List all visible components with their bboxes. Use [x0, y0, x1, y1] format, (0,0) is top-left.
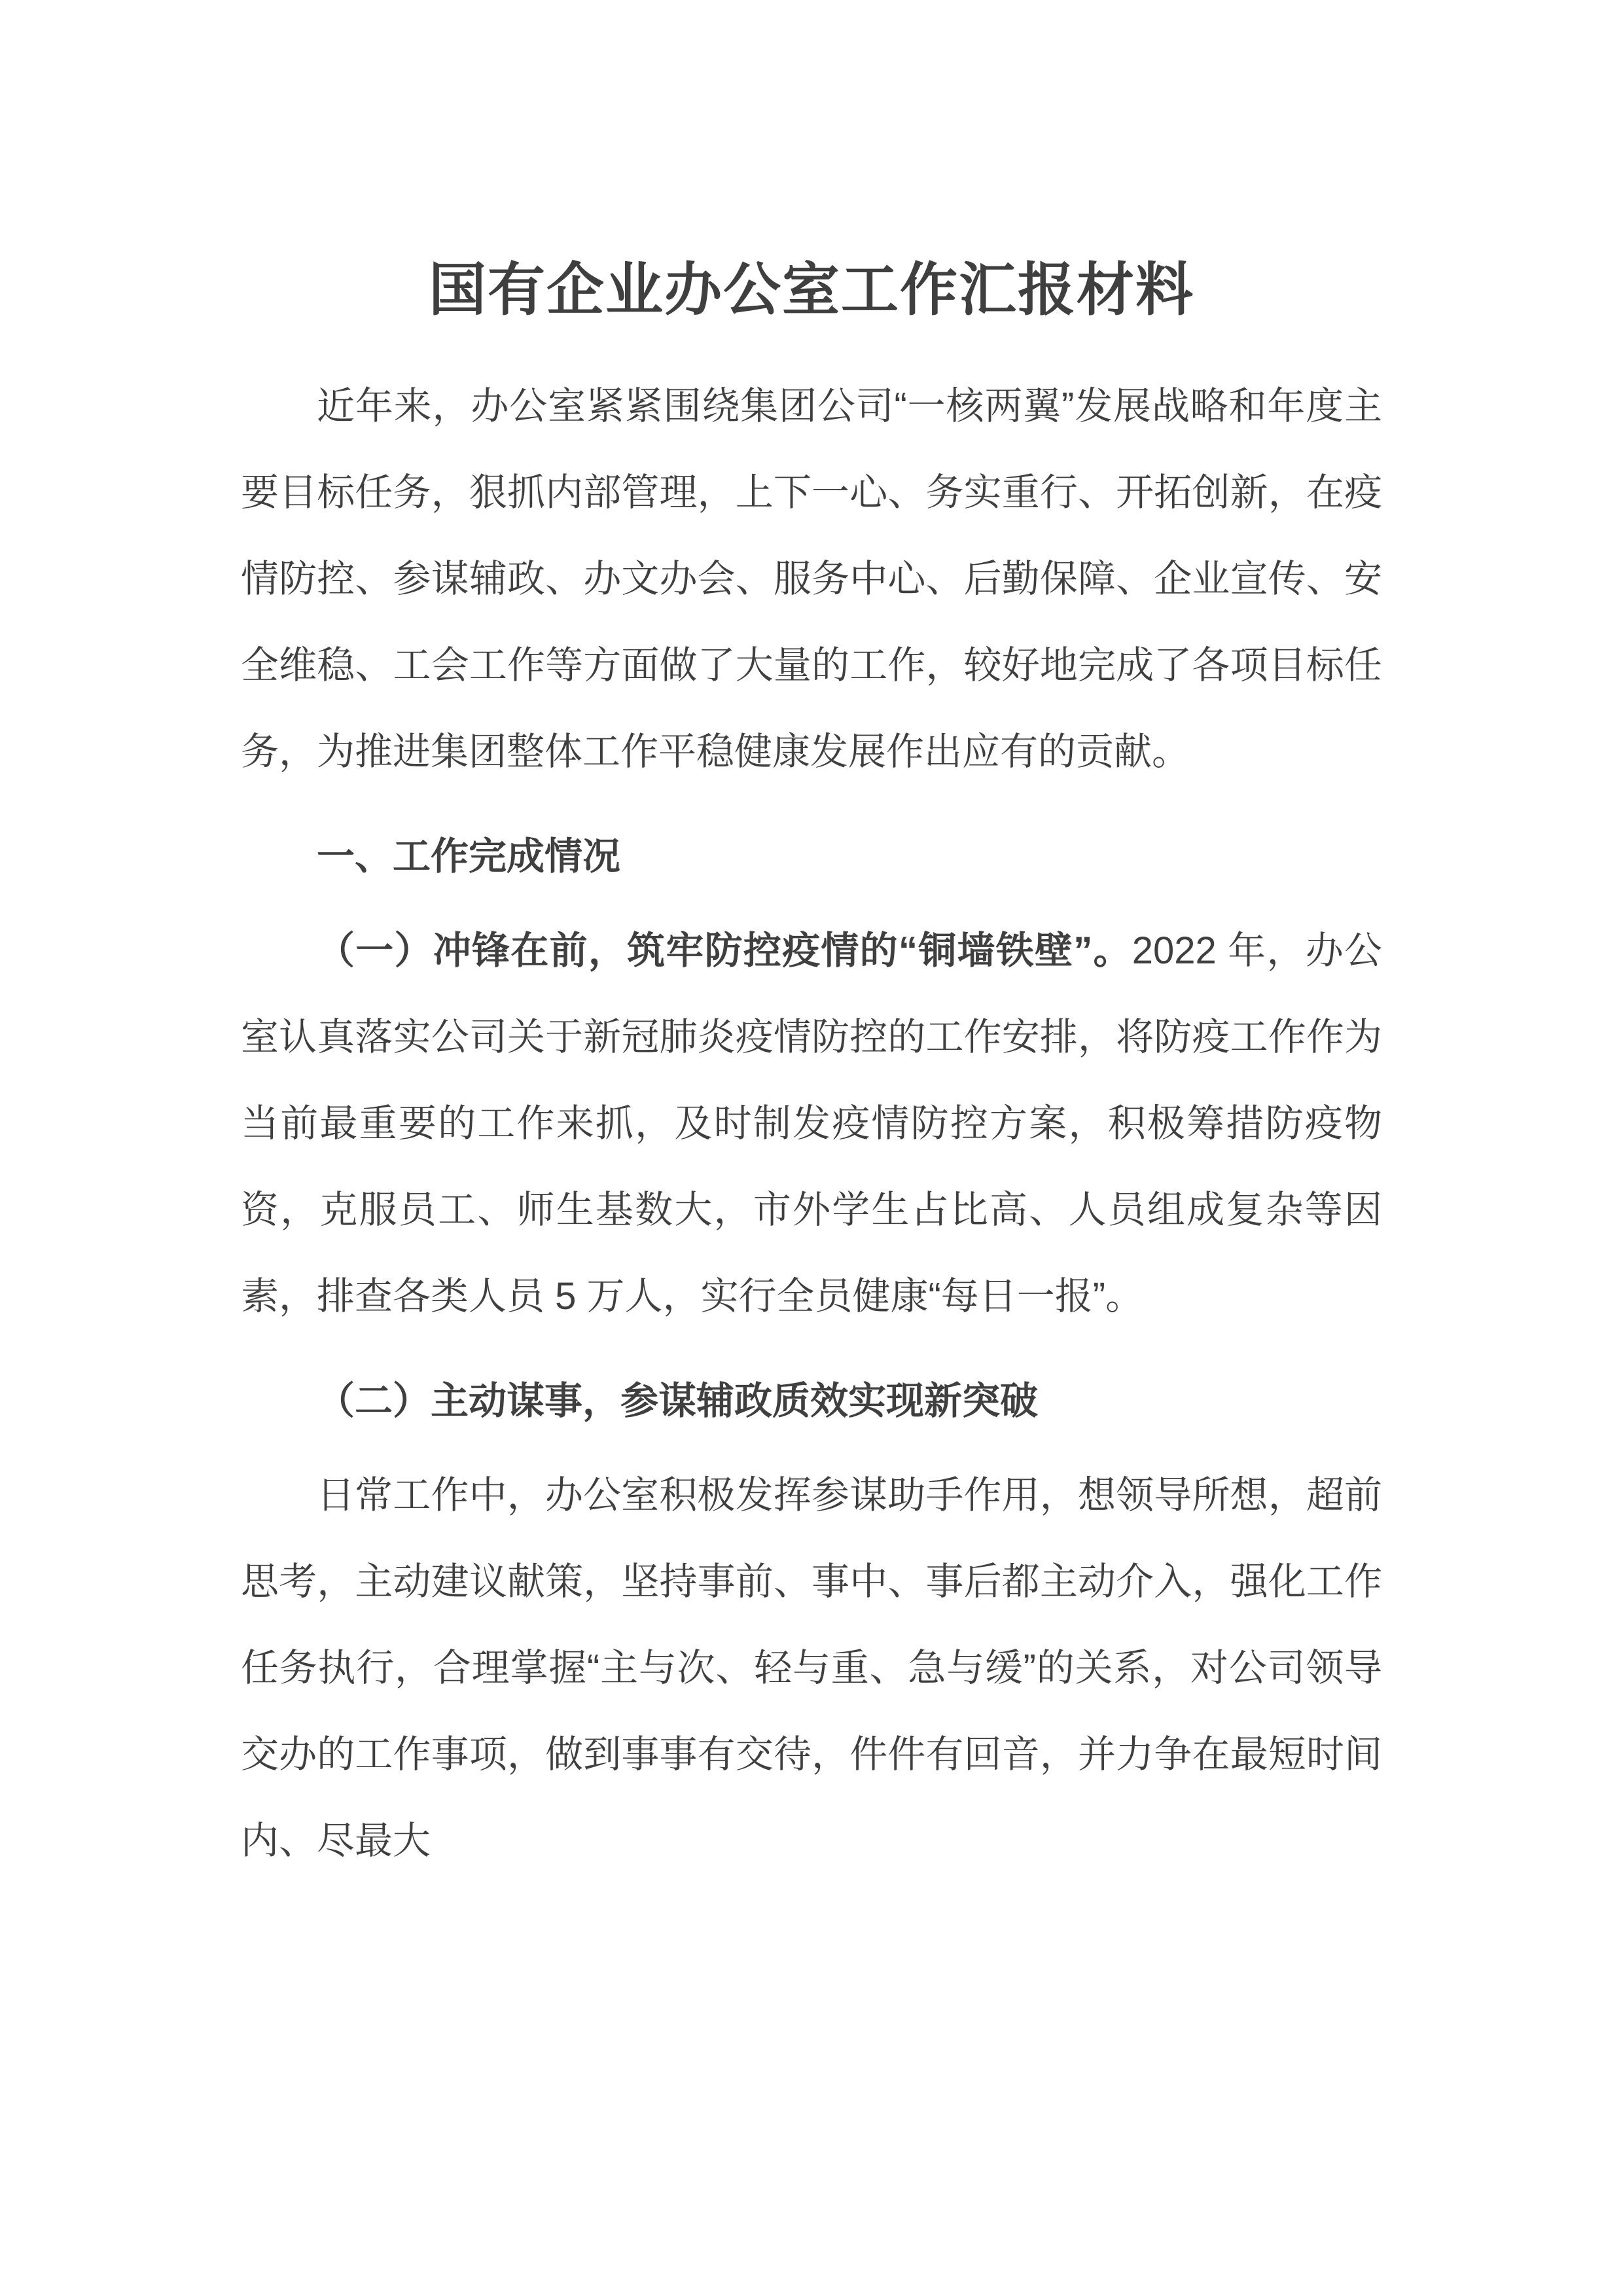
intro-paragraph: 近年来，办公室紧紧围绕集团公司“一核两翼”发展战略和年度主要目标任务，狠抓内部管理，上下一心、务实重行、开拓创新，在疫情防控、参谋辅政、办文办会、服务中心、后勤保障、企业宣传、安全维稳、工会工作等方面做了大量的工作，较好地完成了各项目标任务，为推进集团整体工作平稳健康发展作出应有的贡献。: [241, 385, 1382, 773]
subsection-1-lead: （一）冲锋在前，筑牢防控疫情的“铜墙铁壁”。: [317, 929, 1132, 972]
section-2-heading: （二）主动谋事，参谋辅政质效实现新突破: [317, 1380, 1039, 1422]
subsection-2-paragraph: 日常工作中，办公室积极发挥参谋助手作用，想领导所想，超前思考，主动建议献策，坚持事前、事中、事后都主动介入，强化工作任务执行，合理掌握“主与次、轻与重、急与缓”的关系，对公司领导交办的工作事项，做到事事有交待，件件有回音，并力争在最短时间内、尽最大: [241, 1474, 1382, 1862]
subsection-1-paragraph: [241, 908, 1382, 1340]
section-1-heading: 一、工作完成情况: [317, 835, 621, 878]
document-title: 国有企业办公室工作汇报材料: [428, 257, 1194, 322]
subsection-1-body: 2022 年，办公室认真落实公司关于新冠肺炎疫情防控的工作安排，将防疫工作作为当前最重要的工作来抓，及时制发疫情防控方案，积极筹措防疫物资，克服员工、师生基数大，市外学生占比高、人员组成复杂等因素，排查各类人员 5 万人，实行全员健康“每日一报”。: [241, 929, 1382, 1318]
